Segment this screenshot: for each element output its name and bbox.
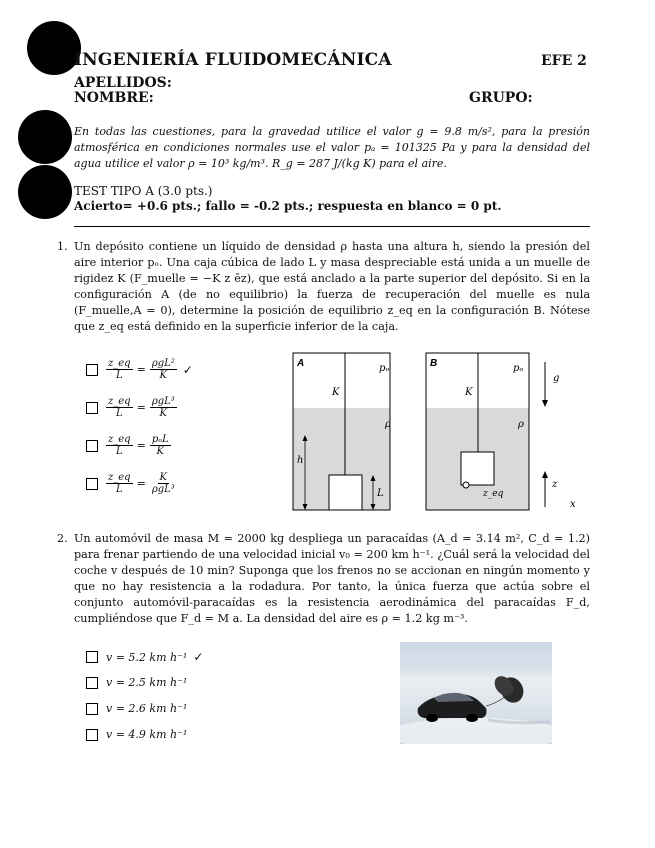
q2-text: Un automóvil de masa M = 2000 kg despliega un paracaídas (A_d = 3.14 m², C_d = 1.2) para frenar partiendo de una velocidad inicial v₀ = 200 km h⁻¹. ¿Cuál será la velocidad del coche v después de 10 min? Suponga que los frenos no se accionan en ningún momento y que no hay resistencia a la rodadura. Por tanto, la única fuerza que actúa sobre el conjunto automóvil-paracaídas es la resistencia aerodinámica del paracaídas F_d, cumpliéndose que F_d = M a. La densidad del aire es ρ = 1.2 kg m⁻³.: [74, 532, 590, 625]
checkbox[interactable]: [86, 440, 98, 452]
label-b: B: [430, 358, 438, 369]
q1-text: Un depósito contiene un líquido de densidad ρ hasta una altura h, siendo la presión del aire interior pₒ. Una caja cúbica de lado L y masa despreciable está unida a un muelle de rigidez K (F_muelle = −K z ēz), que está anclado a la parte superior del depósito. Si en la configuración A (de no equilibrio) la fuerza de recuperación del muelle es nula (F_muelle,A = 0), determine la posición de equilibrio z_eq en la configuración B. Nótese que z_eq está definido en la superficie inferior de la caja.: [74, 240, 590, 333]
checkbox[interactable]: [86, 364, 98, 376]
checkbox[interactable]: [86, 478, 98, 490]
instructions-text: En todas las cuestiones, para la gravedad utilice el valor g = 9.8 m/s², para la presión atmosférica en condiciones normales use el valor pₐ = 101325 Pa y para la densidad del agua utilice el valor ρ = 10³ kg/m³. R_g = 287 J/(kg K) para el aire.: [74, 125, 590, 170]
tank-a-box: [329, 475, 362, 510]
punch-hole-bottom: [18, 165, 72, 219]
check-mark-icon: ✓: [193, 650, 204, 664]
test-type-label: TEST TIPO A (3.0 pts.): [74, 184, 213, 198]
q1-option-3[interactable]: $\frac{z\_eq}{L}$ = $\frac{\text{pₒL}}{K}$: [86, 434, 177, 457]
label-a: A: [297, 358, 305, 369]
checkbox[interactable]: [86, 729, 98, 741]
tank-b-box: [461, 452, 494, 485]
surname-label: APELLIDOS:: [74, 75, 172, 91]
checkbox[interactable]: [86, 651, 98, 663]
punch-hole-top: [27, 21, 81, 75]
q2-option-1[interactable]: v = 5.2 km h⁻¹ ✓: [86, 650, 203, 664]
car-parachute-photo: [400, 642, 552, 744]
q1-number: 1.: [57, 240, 68, 253]
q2-option-4[interactable]: v = 4.9 km h⁻¹: [86, 728, 193, 741]
svg-text:pₒ: pₒ: [513, 363, 524, 374]
exam-code: EFE 2: [541, 53, 587, 69]
svg-text:z: z: [552, 479, 558, 490]
page-title: INGENIERÍA FLUIDOMECÁNICA: [74, 50, 392, 70]
svg-text:L: L: [377, 488, 384, 499]
svg-text:g: g: [553, 373, 560, 384]
name-label: NOMBRE:: [74, 90, 154, 106]
tank-figure: [285, 345, 590, 517]
scoring-rules: Acierto= +0.6 pts.; fallo = -0.2 pts.; respuesta en blanco = 0 pt.: [74, 199, 502, 213]
punch-hole-middle: [18, 110, 72, 164]
q2-number: 2.: [57, 532, 68, 545]
svg-text:ρ: ρ: [385, 419, 391, 430]
svg-text:pₒ: pₒ: [379, 363, 390, 374]
divider: [74, 226, 590, 227]
checkbox[interactable]: [86, 703, 98, 715]
q2-option-2[interactable]: v = 2.5 km h⁻¹: [86, 676, 193, 689]
checkbox[interactable]: [86, 402, 98, 414]
svg-text:ρ: ρ: [518, 419, 524, 430]
check-mark-icon: ✓: [182, 362, 193, 377]
q1-option-2[interactable]: $\frac{z\_eq}{L}$ = $\frac{\text{ρgL³}}{K}$: [86, 396, 183, 419]
svg-text:K: K: [332, 387, 340, 398]
svg-text:K: K: [465, 387, 473, 398]
svg-text:z_eq: z_eq: [483, 489, 504, 499]
q2-option-3[interactable]: v = 2.6 km h⁻¹: [86, 702, 193, 715]
checkbox[interactable]: [86, 677, 98, 689]
group-label: GRUPO:: [469, 90, 533, 106]
q1-option-1[interactable]: $\frac{z\_eq}{L}$ = $\frac{\text{ρgL²}}{K}$ ✓: [86, 358, 193, 381]
svg-text:h: h: [297, 455, 304, 466]
svg-text:x: x: [570, 499, 576, 510]
q1-option-4[interactable]: $\frac{z\_eq}{L}$ = $\frac{K}{\text{ρgL³}}$: [86, 472, 183, 495]
